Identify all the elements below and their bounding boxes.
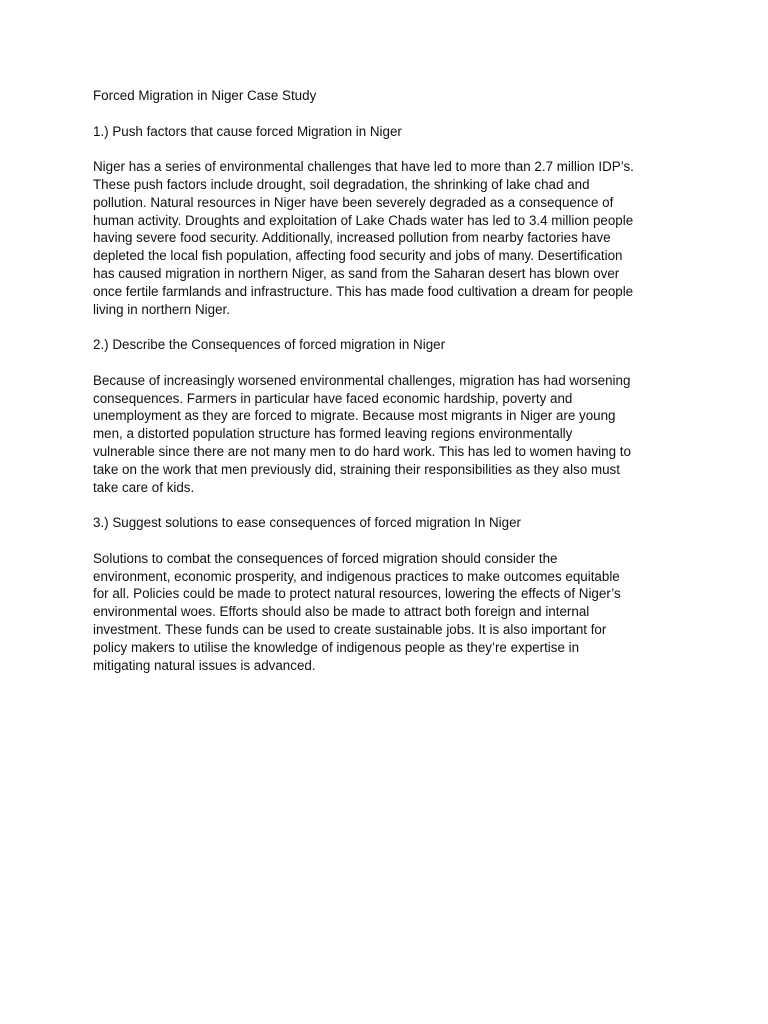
section-3-body: Solutions to combat the consequences of forced migration should consider the environment, economic prosperity, and indigenous practices to make outcomes equitable for all. Policies could be made to protect natural resources, lowering the effects of Niger’s environmental woes. Efforts should also be made to attract both foreign and internal investment. These funds can be used to create sustainable jobs. It is also important for policy makers to utilise the knowledge of indigenous people as they’re expertise in mitigating natural issues is advanced.: [93, 550, 621, 673]
document-page: [93, 87, 693, 692]
section-3-heading: 3.) Suggest solutions to ease consequences of forced migration In Niger: [93, 515, 522, 531]
section-1-body: Niger has a series of environmental challenges that have led to more than 2.7 million IDP’s. These push factors include drought, soil degradation, the shrinking of lake chad and pollution. Natural resources in Niger have been severely degraded as a consequence of human activity. Droughts and exploitation of Lake Chads water has led to 3.4 million people having severe food security. Additionally, increased pollution from nearby factories have depleted the local fish population, affecting food security and jobs of many. Desertification has caused migration in northern Niger, as sand from the Saharan desert has blown over once fertile farmlands and infrastructure. This has made food cultivation a dream for people living in northern Niger.: [93, 159, 634, 317]
section-2-heading: 2.) Describe the Consequences of forced migration in Niger: [93, 337, 446, 353]
document-title: Forced Migration in Niger Case Study: [93, 88, 317, 103]
section-2-body: Because of increasingly worsened environmental challenges, migration has had worsening consequences. Farmers in particular have faced economic hardship, poverty and unemployment as they are forced to migrate. Because most migrants in Niger are young men, a distorted population structure has formed leaving regions environmentally vulnerable since there are not many men to do hard work. This has led to women having to take on the work that men previously did, straining their responsibilities as they also must take care of kids.: [93, 372, 631, 495]
section-1-heading: 1.) Push factors that cause forced Migration in Niger: [93, 123, 402, 139]
